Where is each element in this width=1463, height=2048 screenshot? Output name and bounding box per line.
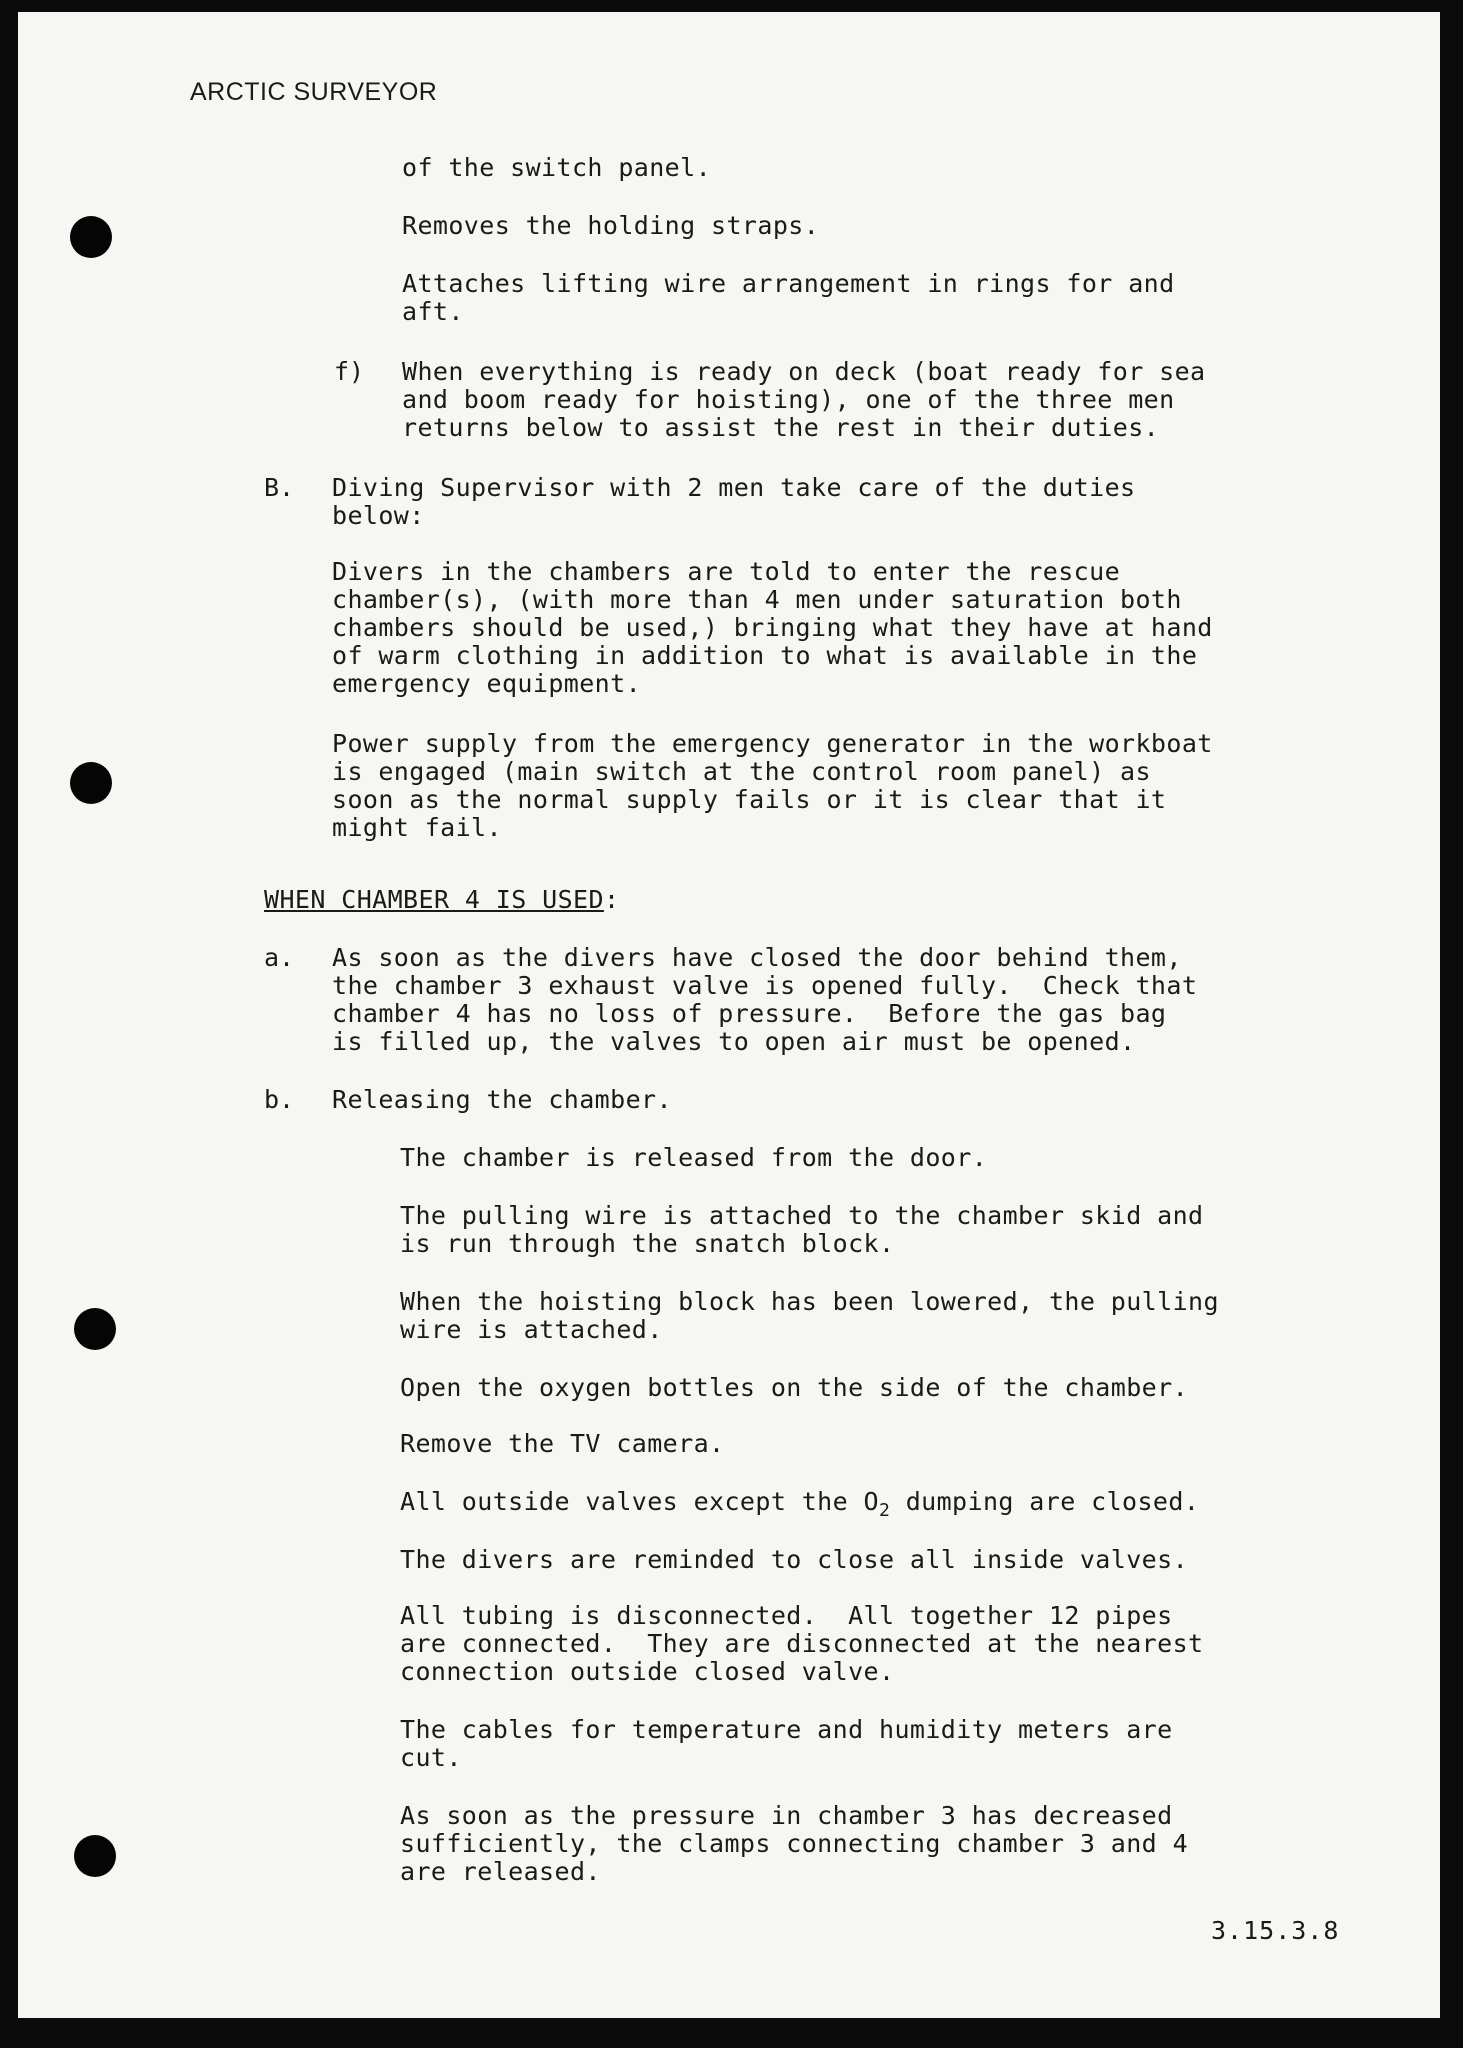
binder-hole (74, 1835, 116, 1877)
paragraph: Removes the holding straps. (402, 211, 820, 240)
list-marker: b. (264, 1085, 295, 1114)
list-marker: a. (264, 943, 295, 972)
step-text: As soon as the pressure in chamber 3 has decreased sufficiently, the clamps connecting chamber 3 and 4 are released. (400, 1801, 1189, 1886)
binder-hole (74, 1308, 116, 1350)
list-item-text: Releasing the chamber. (332, 1085, 672, 1114)
step-text: Remove the TV camera. (400, 1429, 725, 1458)
step-text: Open the oxygen bottles on the side of the chamber. (400, 1373, 1189, 1402)
paragraph: of the switch panel. (402, 153, 712, 182)
step-text: The cables for temperature and humidity meters are cut. (400, 1715, 1173, 1772)
paragraph: Divers in the chambers are told to enter the rescue chamber(s), (with more than 4 men under saturation both chambers should be used,) bringing what they have at hand of warm clothing in addition to what is available in the emergency equipment. (332, 557, 1213, 698)
list-marker: f) (334, 357, 365, 386)
step-text: The chamber is released from the door. (400, 1143, 988, 1172)
binder-hole (70, 216, 112, 258)
step-text-part: dumping are closed. (890, 1487, 1200, 1516)
step-text (400, 1488, 1199, 1525)
subscript: 2 (879, 1500, 891, 1521)
binder-hole (70, 762, 112, 804)
section-heading-colon: : (603, 885, 620, 914)
document-header: ARCTIC SURVEYOR (190, 78, 438, 106)
document-page (18, 12, 1440, 2018)
paragraph: Power supply from the emergency generator in the workboat is engaged (main switch at the control room panel) as soon as the normal supply fails or it is clear that it might fail. (332, 729, 1213, 842)
step-text: When the hoisting block has been lowered, the pulling wire is attached. (400, 1287, 1219, 1344)
list-marker: B. (264, 473, 295, 502)
section-heading (264, 886, 619, 914)
page-number: 3.15.3.8 (1211, 1916, 1340, 1945)
step-text-part: All outside valves except the O (400, 1487, 879, 1516)
step-text: The pulling wire is attached to the chamber skid and is run through the snatch block. (400, 1201, 1204, 1258)
step-text: The divers are reminded to close all inside valves. (400, 1545, 1189, 1574)
paragraph: Attaches lifting wire arrangement in rings for and aft. (402, 269, 1175, 326)
list-item-text: When everything is ready on deck (boat ready for sea and boom ready for hoisting), one of the three men returns below to assist the rest in their duties. (402, 357, 1206, 442)
list-item-text: As soon as the divers have closed the door behind them, the chamber 3 exhaust valve is opened fully. Check that chamber 4 has no loss of pressure. Before the gas bag is filled up, the valves to open air must be opened. (332, 943, 1198, 1056)
list-item-text: Diving Supervisor with 2 men take care of the duties below: (332, 473, 1136, 530)
step-text: All tubing is disconnected. All together 12 pipes are connected. They are disconnected at the nearest connection outside closed valve. (400, 1601, 1204, 1686)
section-heading-text: WHEN CHAMBER 4 IS USED (264, 885, 604, 914)
